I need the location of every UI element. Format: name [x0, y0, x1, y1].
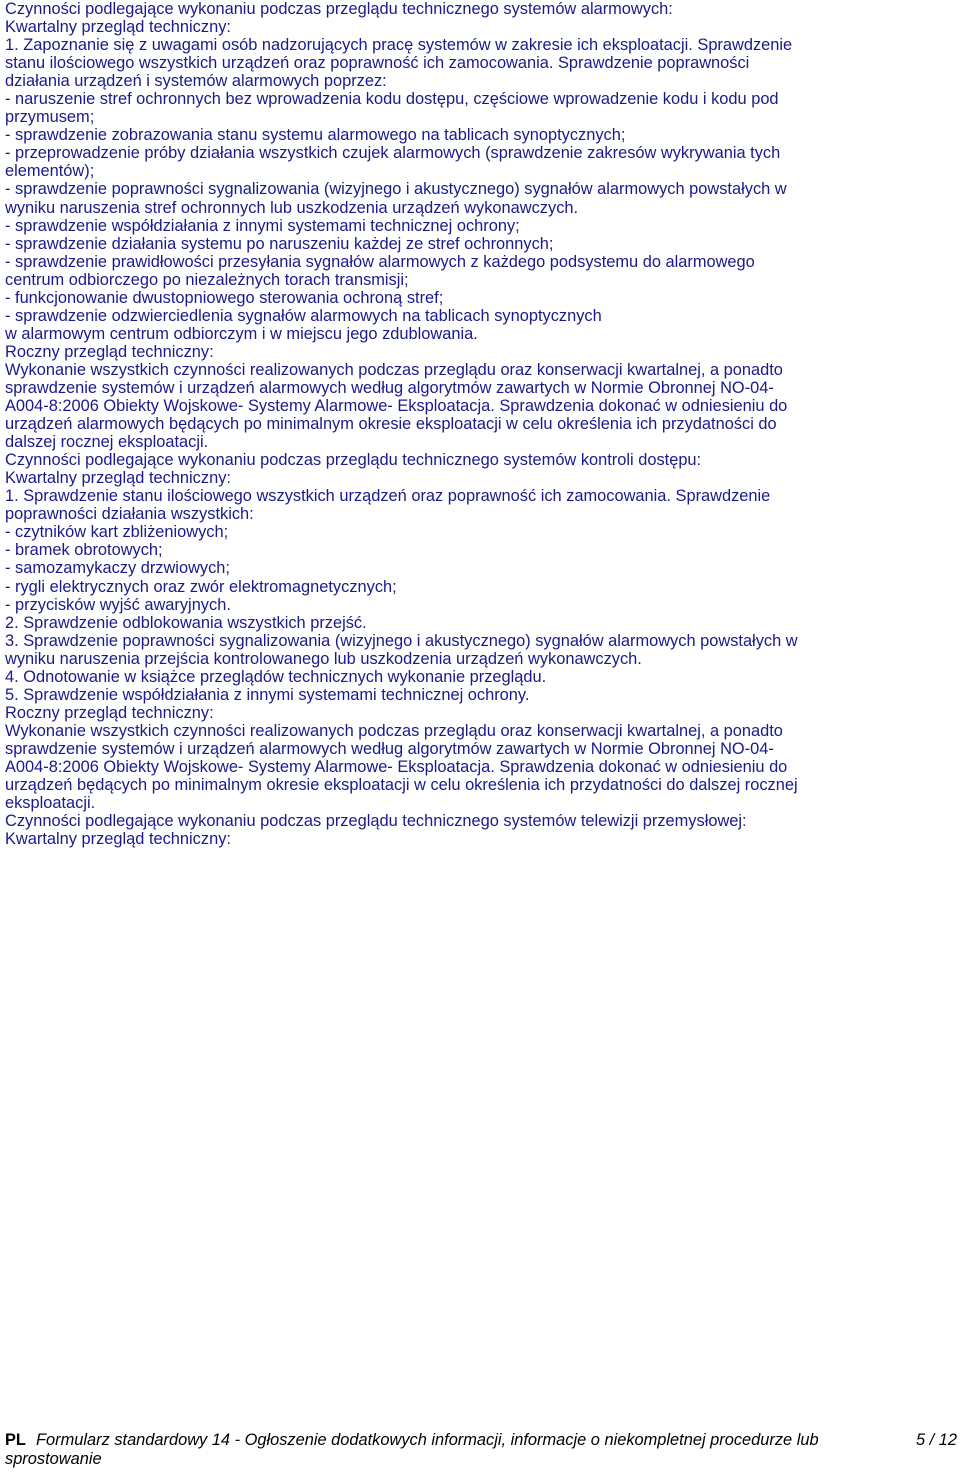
list-item: - samozamykaczy drzwiowych;	[5, 559, 230, 578]
list-item: - bramek obrotowych;	[5, 541, 163, 560]
footer-language-code: PL	[5, 1431, 26, 1449]
list-item: - sprawdzenie prawidłowości przesyłania sygnałów alarmowych z każdego podsystemu do alarmowego	[5, 252, 755, 271]
footer-form-title-line1: Formularz standardowy 14 - Ogłoszenie dodatkowych informacji, informacje o niekompletnej procedurze lub	[36, 1431, 819, 1449]
text-line: centrum odbiorczego po niezależnych torach transmisji;	[5, 270, 409, 289]
section-heading-cctv: Czynności podlegające wykonaniu podczas przeglądu technicznego systemów telewizji przemysłowej:	[5, 812, 747, 831]
text-line: 1. Sprawdzenie stanu ilościowego wszystkich urządzeń oraz poprawność ich zamocowania. Sprawdzenie	[5, 487, 771, 506]
list-item: - sprawdzenie działania systemu po naruszeniu każdej ze stref ochronnych;	[5, 234, 554, 253]
text-line: urządzeń alarmowych będących po minimalnym okresie eksploatacji w celu określenia ich przydatności do	[5, 415, 777, 434]
text-line: poprawności działania wszystkich:	[5, 505, 254, 524]
list-item: - przeprowadzenie próby działania wszystkich czujek alarmowych (sprawdzenie zakresów wykrywania tych	[5, 144, 781, 163]
footer-page-indicator: 5 / 12	[915, 1431, 957, 1449]
text-line: elementów);	[5, 162, 95, 181]
footer-form-title-line2: sprostowanie	[5, 1450, 102, 1468]
text-line: sprawdzenie systemów i urządzeń alarmowych według algorytmów zawartych w Normie Obronnej NO-04-	[5, 739, 774, 758]
text-line: w alarmowym centrum odbiorczym i w miejscu jego zdublowania.	[5, 324, 478, 343]
list-item: - czytników kart zbliżeniowych;	[5, 523, 229, 542]
subheading-annual-review: Roczny przegląd techniczny:	[5, 703, 214, 722]
list-item: - rygli elektrycznych oraz zwór elektromagnetycznych;	[5, 577, 397, 596]
subheading-quarterly-review: Kwartalny przegląd techniczny:	[5, 18, 231, 37]
text-line: działania urządzeń i systemów alarmowych poprzez:	[5, 72, 387, 91]
text-line: 1. Zapoznanie się z uwagami osób nadzorujących pracę systemów w zakresie ich eksploatacji. Sprawdzenie	[5, 36, 793, 55]
text-line: stanu ilościowego wszystkich urządzeń oraz poprawność ich zamocowania. Sprawdzenie poprawności	[5, 54, 750, 73]
numbered-item: 4. Odnotowanie w książce przeglądów technicznych wykonanie przeglądu.	[5, 667, 547, 686]
text-line: wyniku naruszenia stref ochronnych lub uszkodzenia urządzeń wykonawczych.	[5, 198, 579, 217]
text-line: A004-8:2006 Obiekty Wojskowe- Systemy Alarmowe- Eksploatacja. Sprawdzenia dokonać w odniesieniu do	[5, 397, 788, 416]
text-line: urządzeń będących po minimalnym okresie eksploatacji w celu określenia ich przydatności do dalszej rocznej	[5, 776, 798, 795]
footer-form-title	[5, 1431, 876, 1469]
text-line: wyniku naruszenia przejścia kontrolowanego lub uszkodzenia urządzeń wykonawczych.	[5, 649, 642, 668]
list-item: - sprawdzenie poprawności sygnalizowania (wizyjnego i akustycznego) sygnałów alarmowych powstałych w	[5, 180, 787, 199]
list-item: - naruszenie stref ochronnych bez wprowadzenia kodu dostępu, częściowe wprowadzenie kodu i kodu pod	[5, 90, 779, 109]
text-line: dalszej rocznej eksploatacji.	[5, 433, 209, 452]
numbered-item: 5. Sprawdzenie współdziałania z innymi systemami technicznej ochrony.	[5, 685, 530, 704]
list-item: - sprawdzenie odzwierciedlenia sygnałów alarmowych na tablicach synoptycznych	[5, 306, 602, 325]
section-heading-alarm-systems: Czynności podlegające wykonaniu podczas przeglądu technicznego systemów alarmowych:	[5, 0, 673, 18]
numbered-item: 2. Sprawdzenie odblokowania wszystkich przejść.	[5, 613, 367, 632]
list-item: - przycisków wyjść awaryjnych.	[5, 595, 231, 614]
subheading-quarterly-review: Kwartalny przegląd techniczny:	[5, 469, 231, 488]
subheading-quarterly-review: Kwartalny przegląd techniczny:	[5, 830, 231, 849]
list-item: - sprawdzenie zobrazowania stanu systemu alarmowego na tablicach synoptycznych;	[5, 126, 626, 145]
list-item: - funkcjonowanie dwustopniowego sterowania ochroną stref;	[5, 288, 444, 307]
text-line: A004-8:2006 Obiekty Wojskowe- Systemy Alarmowe- Eksploatacja. Sprawdzenia dokonać w odniesieniu do	[5, 757, 788, 776]
text-line: Wykonanie wszystkich czynności realizowanych podczas przeglądu oraz konserwacji kwartalnej, a ponadto	[5, 360, 783, 379]
list-item: - sprawdzenie współdziałania z innymi systemami technicznej ochrony;	[5, 216, 520, 235]
text-line: eksploatacji.	[5, 794, 96, 813]
text-line: sprawdzenie systemów i urządzeń alarmowych według algorytmów zawartych w Normie Obronnej NO-04-	[5, 378, 774, 397]
numbered-item: 3. Sprawdzenie poprawności sygnalizowania (wizyjnego i akustycznego) sygnałów alarmowych powstałych w	[5, 631, 798, 650]
text-line: Wykonanie wszystkich czynności realizowanych podczas przeglądu oraz konserwacji kwartalnej, a ponadto	[5, 721, 783, 740]
document-body	[5, 0, 945, 848]
subheading-annual-review: Roczny przegląd techniczny:	[5, 342, 214, 361]
section-heading-access-control: Czynności podlegające wykonaniu podczas przeglądu technicznego systemów kontroli dostępu:	[5, 451, 702, 470]
text-line: przymusem;	[5, 108, 95, 127]
